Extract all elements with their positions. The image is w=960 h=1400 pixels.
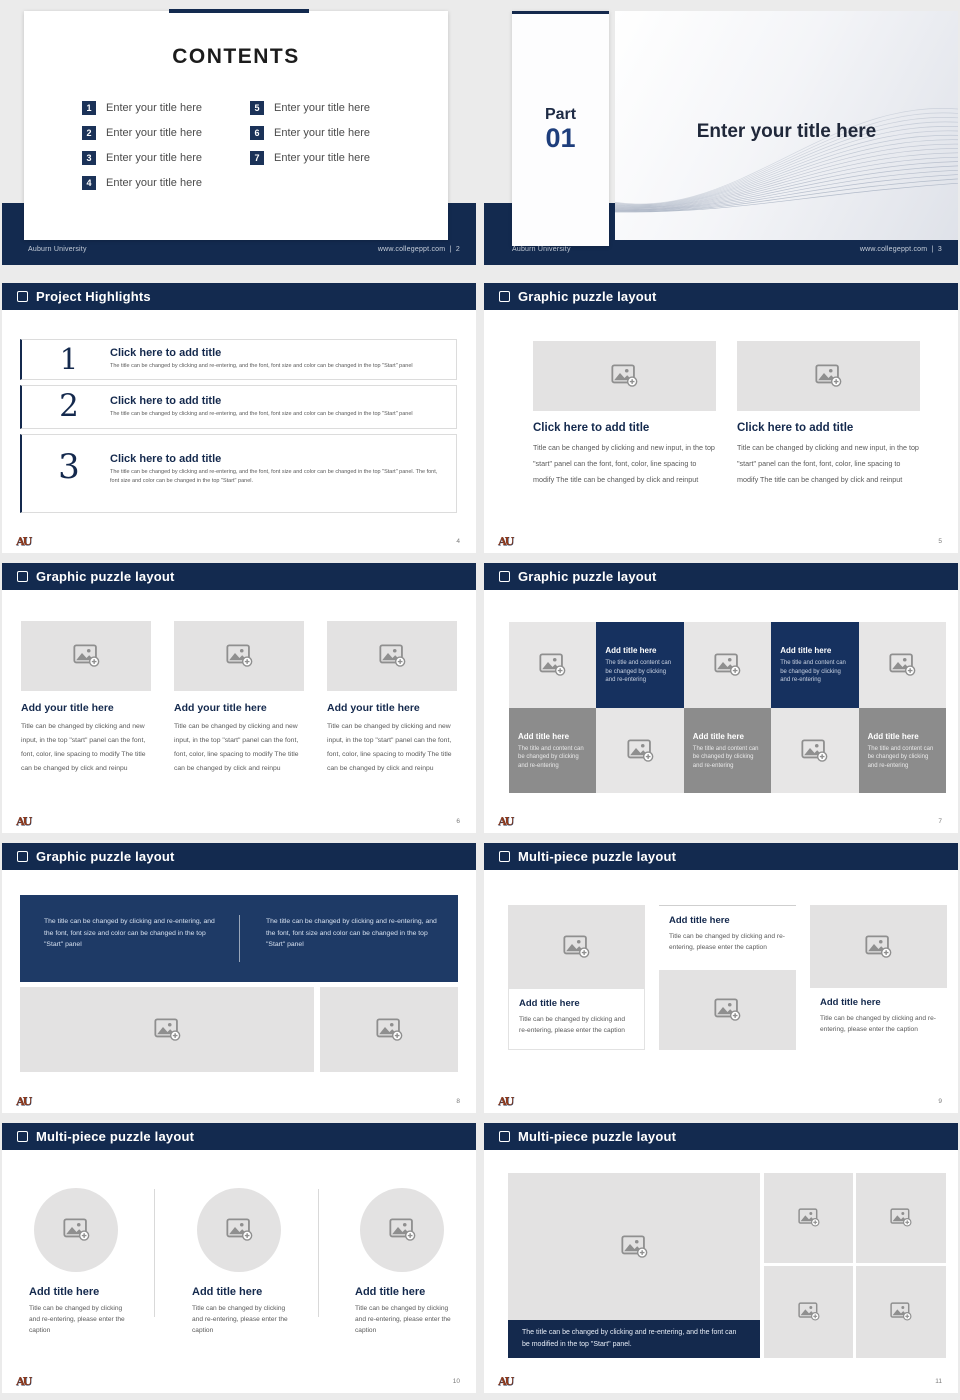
square-outline-icon	[499, 1131, 510, 1142]
auburn-au-logo: AU	[16, 1375, 31, 1388]
square-outline-icon	[17, 571, 28, 582]
toc-label: Enter your title here	[106, 152, 202, 164]
caption-title: Add title here	[519, 998, 580, 1009]
text-cell-gray	[684, 708, 771, 794]
slide-header	[484, 283, 958, 310]
text-cell-navy	[596, 622, 683, 708]
footer-site: www.collegeppt.com	[859, 246, 928, 253]
image-placeholder	[20, 987, 314, 1072]
caption-title: Add title here	[820, 997, 881, 1008]
auburn-au-logo: AU	[498, 815, 513, 828]
toc-label: Enter your title here	[274, 127, 370, 139]
image-cell	[771, 708, 858, 794]
column-body: Title can be changed by clicking and new input, in the top "start" panel can the font, font, color, line spacing to modify The title can be changed by click and reinpu	[327, 723, 452, 772]
slide-header-title: Project Highlights	[36, 289, 151, 304]
contents-title: CONTENTS	[172, 45, 300, 68]
toc-number-badge: 1	[82, 101, 96, 115]
footer-org: Auburn University	[512, 246, 571, 253]
slide-header-title: Graphic puzzle layout	[36, 569, 175, 584]
image-placeholder-icon	[865, 935, 892, 958]
image-placeholder-large	[508, 1173, 760, 1320]
slide-header-title: Graphic puzzle layout	[36, 849, 175, 864]
part-label: Part	[544, 106, 577, 123]
text-cell-gray	[859, 708, 946, 794]
column-title: Add your title here	[327, 702, 420, 714]
circle-image-placeholder	[34, 1188, 118, 1272]
banner-text: The title can be changed by clicking and re-entering, and the font, font size and color can be changed in the top "Start" panel	[44, 918, 215, 948]
checkerboard-grid	[509, 622, 946, 793]
highlight-row	[20, 339, 457, 380]
image-placeholder-icon	[563, 935, 590, 958]
caption-column	[192, 1286, 288, 1336]
footer-site-page	[860, 246, 942, 253]
slide-multipiece-3col[interactable]	[484, 843, 958, 1113]
column-divider	[318, 1189, 319, 1317]
highlight-title: Click here to add title	[110, 347, 222, 359]
page-number: 6	[456, 818, 460, 825]
image-placeholder	[764, 1173, 853, 1263]
highlight-title: Click here to add title	[110, 395, 222, 407]
image-placeholder	[764, 1266, 853, 1358]
caption-body: Title can be changed by clicking and re-entering, please enter the caption	[355, 1305, 451, 1334]
image-placeholder-icon	[621, 1235, 648, 1258]
toc-label: Enter your title here	[106, 127, 202, 139]
column-body: Title can be changed by clicking and new input, in the top "start" panel can the font, font, color, line spacing to modify The title can be changed by click and reinput	[737, 443, 919, 484]
cell-body: The title and content can be changed by clicking and re-entering	[692, 745, 759, 769]
column-body: Title can be changed by clicking and new input, in the top "start" panel can the font, font, color, line spacing to modify The title can be changed by click and reinpu	[174, 723, 299, 772]
toc-item	[250, 151, 370, 165]
column-title: Add your title here	[21, 702, 114, 714]
toc-number-badge: 4	[82, 176, 96, 190]
image-placeholder	[320, 987, 458, 1072]
highlight-body: The title can be changed by clicking and re-entering, and the font, font size and color can be changed in the top "Start" panel	[110, 411, 413, 417]
cell-title: Add title here	[605, 646, 657, 655]
puzzle-column	[21, 621, 151, 776]
toc-item	[250, 101, 370, 115]
slide-header	[484, 563, 958, 590]
puzzle-column	[508, 905, 645, 1050]
square-outline-icon	[499, 571, 510, 582]
column-body: Title can be changed by clicking and new input, in the top "start" panel can the font, font, color, line spacing to modify The title can be changed by click and reinpu	[21, 723, 146, 772]
image-placeholder	[174, 621, 304, 691]
image-placeholder	[21, 621, 151, 691]
highlight-row	[20, 385, 457, 429]
cell-body: The title and content can be changed by clicking and re-entering	[518, 745, 584, 769]
toc-number-badge: 5	[250, 101, 264, 115]
section-hero-panel	[615, 11, 958, 240]
square-outline-icon	[499, 291, 510, 302]
slide-header-title: Graphic puzzle layout	[518, 289, 657, 304]
caption-body: Title can be changed by clicking and re-entering, please enter the caption	[29, 1305, 125, 1334]
toc-label: Enter your title here	[106, 177, 202, 189]
toc-number-badge: 3	[82, 151, 96, 165]
caption-bar: The title can be changed by clicking and re-entering, and the font can be modified in the top "Start" panel.	[508, 1320, 760, 1358]
image-placeholder-icon	[73, 644, 100, 667]
image-placeholder-icon	[714, 653, 741, 676]
auburn-au-logo: AU	[16, 535, 31, 548]
image-placeholder-icon	[627, 739, 654, 762]
image-placeholder-icon	[63, 1218, 90, 1241]
top-tab-line	[169, 9, 309, 13]
circle-image-placeholder	[197, 1188, 281, 1272]
page-number: 11	[935, 1378, 942, 1385]
slide-header	[2, 563, 476, 590]
cell-title: Add title here	[692, 731, 744, 741]
caption-title: Add title here	[29, 1286, 100, 1298]
image-placeholder-icon	[889, 653, 916, 676]
footer-org: Auburn University	[28, 246, 87, 253]
image-cell	[596, 708, 683, 794]
puzzle-column	[174, 621, 304, 776]
highlight-body: The title can be changed by clicking and re-entering, and the font, font size and color can be changed in the top "Start" panel. The font, font size and color can be changed in the top "Start" panel.	[110, 469, 438, 484]
column-body: Title can be changed by clicking and new input, in the top "start" panel can the font, font, color, line spacing to modify The title can be changed by click and reinput	[533, 443, 715, 484]
part-number: 01	[545, 123, 576, 153]
toc-label: Enter your title here	[274, 152, 370, 164]
caption-body: Title can be changed by clicking and re-entering, please enter the caption	[820, 1015, 936, 1033]
footer-page-number: 3	[937, 246, 942, 253]
text-cell-navy	[771, 622, 858, 708]
slide-mosaic-puzzle[interactable]	[484, 1123, 958, 1393]
navy-banner	[20, 895, 458, 982]
image-placeholder-icon	[611, 364, 638, 387]
toc-label: Enter your title here	[106, 102, 202, 114]
slide-contents[interactable]	[2, 3, 476, 273]
image-placeholder-icon	[815, 364, 842, 387]
slide-header	[484, 1123, 958, 1150]
page-number: 10	[452, 1378, 460, 1385]
slide-header-title: Multi-piece puzzle layout	[518, 849, 677, 864]
image-placeholder	[508, 905, 645, 988]
cell-body: The title and content can be changed by clicking and re-entering	[605, 660, 672, 683]
slide-banner-puzzle[interactable]	[2, 843, 476, 1113]
contents-card	[24, 11, 448, 240]
footer-separator: |	[449, 246, 452, 253]
caption-title: Add title here	[192, 1286, 263, 1298]
cell-title: Add title here	[867, 731, 919, 741]
highlight-body: The title can be changed by clicking and re-entering, and the font, font size and color can be changed in the top "Start" panel	[110, 363, 413, 369]
highlight-title: Click here to add title	[110, 453, 222, 465]
image-placeholder-icon	[389, 1218, 416, 1241]
puzzle-column	[659, 905, 796, 1050]
slide-header-title: Multi-piece puzzle layout	[518, 1129, 677, 1144]
slide-graphic-puzzle-2col[interactable]	[484, 283, 958, 553]
column-divider	[154, 1189, 155, 1317]
cell-body: The title and content can be changed by clicking and re-entering	[867, 745, 934, 769]
caption-box	[810, 988, 947, 1050]
toc-number-badge: 7	[250, 151, 264, 165]
highlight-number: 2	[59, 388, 79, 424]
slide-header	[2, 1123, 476, 1150]
image-placeholder-icon	[798, 1208, 820, 1227]
image-cell	[684, 622, 771, 708]
puzzle-column	[533, 341, 716, 488]
section-title: Enter your title here	[696, 121, 877, 142]
image-placeholder	[737, 341, 920, 411]
banner-text: The title can be changed by clicking and re-entering, and the font, font size and color can be changed in the top "Start" panel	[266, 918, 437, 948]
image-placeholder-icon	[154, 1018, 181, 1041]
slide-header-title: Multi-piece puzzle layout	[36, 1129, 195, 1144]
slide-circles-puzzle[interactable]	[2, 1123, 476, 1393]
toc-label: Enter your title here	[274, 102, 370, 114]
part-number-panel	[512, 11, 609, 246]
image-placeholder-icon	[798, 1302, 820, 1321]
slide-header	[2, 843, 476, 870]
toc-number-badge: 2	[82, 126, 96, 140]
page-number: 8	[456, 1098, 460, 1105]
image-cell	[859, 622, 946, 708]
contents-column-right	[250, 101, 370, 165]
image-placeholder	[327, 621, 457, 691]
caption-box	[508, 988, 645, 1050]
footer-site-page	[378, 246, 460, 253]
square-outline-icon	[17, 1131, 28, 1142]
image-placeholder-icon	[226, 644, 253, 667]
page-number: 9	[938, 1098, 942, 1105]
toc-item	[250, 126, 370, 140]
image-placeholder	[659, 970, 796, 1050]
caption-column	[355, 1286, 451, 1336]
auburn-au-logo: AU	[498, 1095, 513, 1108]
toc-item	[82, 176, 202, 190]
image-placeholder	[856, 1173, 946, 1263]
text-cell-gray	[509, 708, 596, 794]
auburn-au-logo: AU	[16, 815, 31, 828]
square-outline-icon	[17, 851, 28, 862]
image-placeholder-icon	[226, 1218, 253, 1241]
page-number: 7	[938, 818, 942, 825]
cell-body: The title and content can be changed by clicking and re-entering	[780, 660, 846, 683]
caption-body: Title can be changed by clicking and re-entering, please enter the caption	[519, 1016, 626, 1034]
highlight-number: 1	[59, 342, 79, 376]
column-title: Click here to add title	[737, 422, 854, 434]
slide-graphic-puzzle-3col[interactable]	[2, 563, 476, 833]
puzzle-column	[810, 905, 947, 1050]
contents-column-left	[82, 101, 202, 190]
column-title: Add your title here	[174, 702, 267, 714]
square-outline-icon	[499, 851, 510, 862]
page-number: 4	[456, 538, 460, 545]
image-placeholder-icon	[890, 1302, 912, 1321]
puzzle-column	[737, 341, 920, 488]
caption-body: Title can be changed by clicking and re-entering, please enter the caption	[669, 933, 785, 951]
image-placeholder-icon	[376, 1018, 403, 1041]
image-placeholder	[810, 905, 947, 988]
footer-page-number: 2	[455, 246, 460, 253]
page-number: 5	[938, 538, 942, 545]
cell-title: Add title here	[518, 731, 570, 741]
image-placeholder-icon	[801, 739, 828, 762]
auburn-au-logo: AU	[16, 1095, 31, 1108]
column-title: Click here to add title	[533, 422, 650, 434]
footer-separator: |	[931, 246, 934, 253]
caption-body: Title can be changed by clicking and re-entering, please enter the caption	[192, 1305, 288, 1334]
toc-item	[82, 151, 202, 165]
square-outline-icon	[17, 291, 28, 302]
caption-title: Add title here	[669, 915, 730, 926]
circle-image-placeholder	[360, 1188, 444, 1272]
image-placeholder-icon	[539, 653, 566, 676]
image-cell	[509, 622, 596, 708]
slide-checkerboard-puzzle[interactable]	[484, 563, 958, 833]
slide-project-highlights[interactable]	[2, 283, 476, 553]
caption-box	[659, 905, 796, 970]
highlight-number: 3	[58, 447, 80, 487]
image-placeholder-icon	[714, 998, 741, 1021]
slide-part-01[interactable]	[484, 3, 958, 273]
toc-number-badge: 6	[250, 126, 264, 140]
slide-header	[484, 843, 958, 870]
image-placeholder	[533, 341, 716, 411]
highlight-row	[20, 434, 457, 513]
cell-title: Add title here	[780, 646, 832, 655]
caption-column	[29, 1286, 125, 1336]
slide-header-title: Graphic puzzle layout	[518, 569, 657, 584]
caption-title: Add title here	[355, 1286, 426, 1298]
toc-item	[82, 126, 202, 140]
image-placeholder-icon	[379, 644, 406, 667]
image-placeholder-icon	[890, 1208, 912, 1227]
image-placeholder	[856, 1266, 946, 1358]
slide-header	[2, 283, 476, 310]
toc-item	[82, 101, 202, 115]
auburn-au-logo: AU	[498, 535, 513, 548]
footer-site: www.collegeppt.com	[377, 246, 446, 253]
banner-divider	[239, 915, 240, 962]
puzzle-column	[327, 621, 457, 776]
auburn-au-logo: AU	[498, 1375, 513, 1388]
